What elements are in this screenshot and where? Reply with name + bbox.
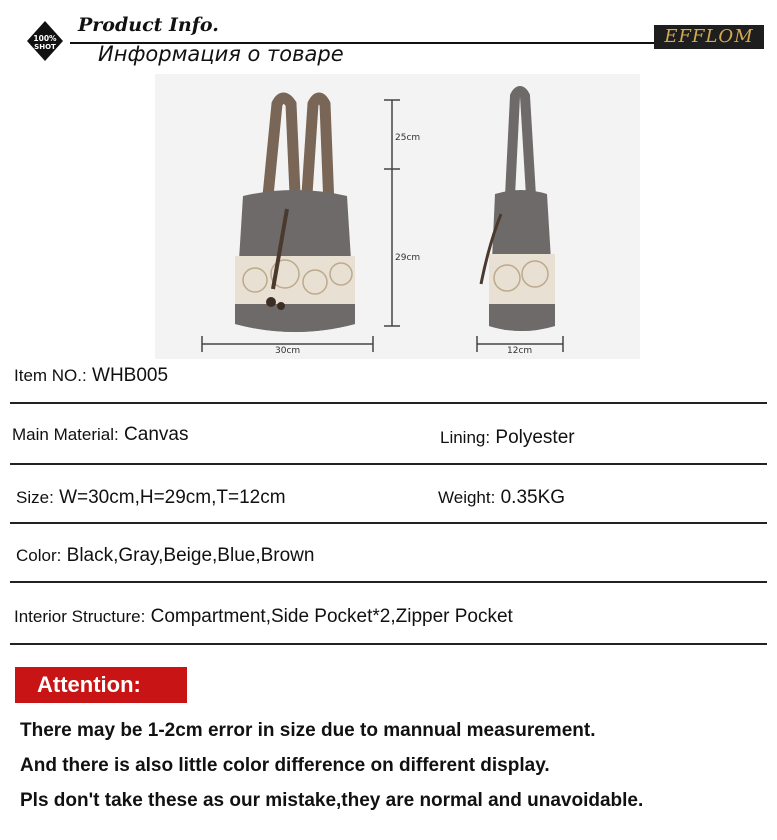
weight-row (438, 487, 565, 509)
page-header (0, 0, 777, 72)
attention-note-1: There may be 1-2cm error in size due to mannual measurement. (20, 720, 596, 741)
size-label: Size: (16, 488, 54, 507)
attention-banner: Attention: (15, 667, 187, 703)
interior-value: Compartment,Side Pocket*2,Zipper Pocket (150, 606, 513, 627)
divider-3 (10, 522, 767, 524)
divider-2 (10, 463, 767, 465)
title-english: Product Info. (78, 14, 219, 36)
divider-1 (10, 402, 767, 404)
dim-handle-label: 25cm (395, 133, 421, 143)
lining-value: Polyester (495, 427, 575, 448)
dim-width-label: 30cm (275, 346, 301, 356)
product-photo (155, 74, 640, 359)
color-value: Black,Gray,Beige,Blue,Brown (66, 545, 315, 566)
badge-line1: 100% (33, 34, 57, 43)
item-number-label: Item NO.: (14, 366, 87, 385)
interior-row (14, 606, 513, 628)
divider-5 (10, 643, 767, 645)
material-value: Canvas (124, 424, 189, 445)
badge-line2: SHOT (34, 43, 56, 51)
lining-label: Lining: (440, 428, 491, 447)
material-row (12, 424, 188, 446)
weight-value: 0.35KG (500, 487, 566, 508)
title-russian: Информация о товаре (98, 42, 344, 66)
attention-note-2: And there is also little color difference on different display. (20, 755, 550, 776)
dim-thickness-label: 12cm (507, 346, 533, 356)
color-row (16, 545, 314, 567)
divider-4 (10, 581, 767, 583)
material-label: Main Material: (12, 425, 119, 444)
color-label: Color: (16, 546, 62, 565)
interior-label: Interior Structure: (14, 607, 146, 626)
size-value: W=30cm,H=29cm,T=12cm (59, 487, 286, 508)
size-row (16, 487, 286, 509)
item-number-row (14, 365, 168, 387)
brand-logo: EFFLOM (654, 25, 764, 49)
quality-badge-icon (22, 18, 68, 64)
attention-note-3: Pls don't take these as our mistake,they are normal and unavoidable. (20, 790, 644, 811)
weight-label: Weight: (438, 488, 496, 507)
dim-height-label: 29cm (395, 253, 421, 263)
lining-row (440, 427, 575, 449)
item-number-value: WHB005 (92, 365, 169, 386)
